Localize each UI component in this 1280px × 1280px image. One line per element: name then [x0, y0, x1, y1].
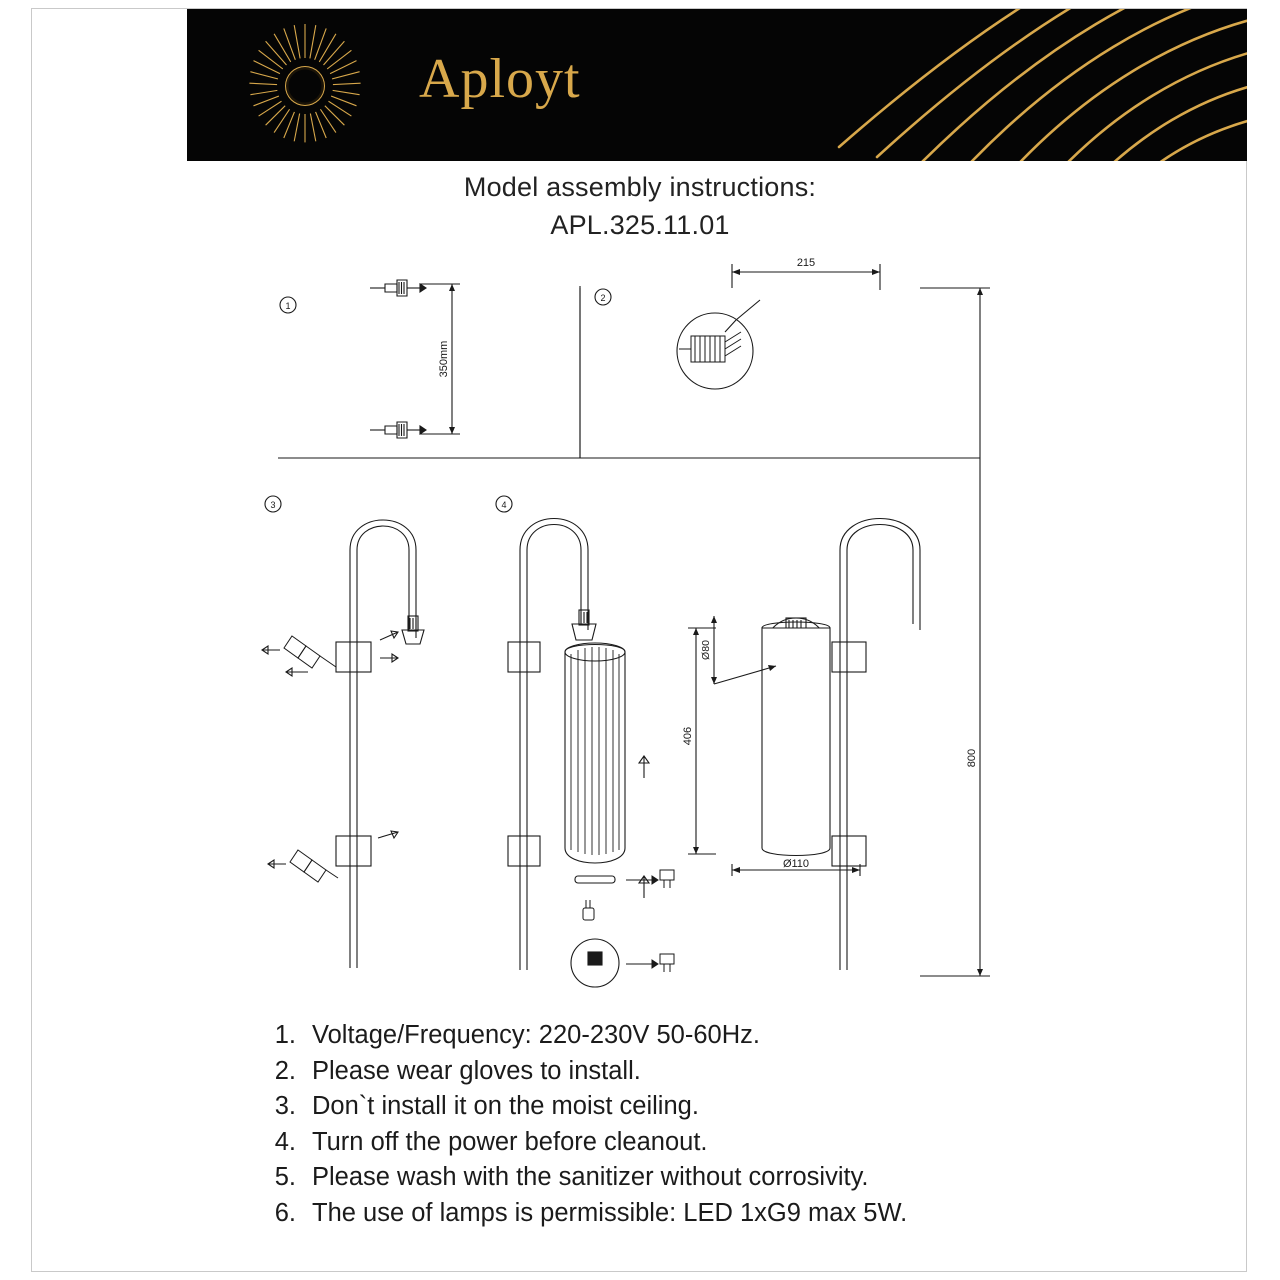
note-number: 5. [274, 1163, 296, 1191]
note-text: Turn off the power before cleanout. [312, 1127, 708, 1156]
note-number: 3. [274, 1092, 296, 1120]
svg-text:4: 4 [501, 500, 507, 510]
page-title [0, 172, 1280, 241]
brand-banner [187, 9, 1247, 161]
svg-text:2: 2 [600, 293, 606, 303]
model-code: APL.325.11.01 [550, 210, 730, 240]
assembly-diagram [220, 258, 1040, 998]
svg-text:1: 1 [285, 301, 291, 311]
svg-text:3: 3 [270, 500, 276, 510]
instructions-heading: Model assembly instructions: [463, 172, 817, 202]
dimension-shade-diameter: Ø110 [782, 858, 810, 870]
dimension-800: 800 [966, 748, 978, 768]
note-number: 2. [274, 1056, 296, 1085]
note-text: Please wear gloves to install. [312, 1056, 641, 1085]
dimension-350mm: 350mm [438, 340, 450, 378]
note-item [250, 1054, 1070, 1090]
note-text: Voltage/Frequency: 220-230V 50-60Hz. [312, 1021, 760, 1049]
note-text: Please wash with the sanitizer without corrosivity. [312, 1163, 869, 1191]
dimension-406: 406 [682, 726, 694, 746]
note-number: 4. [274, 1127, 296, 1156]
dimension-globe-diameter: Ø80 [700, 640, 712, 660]
sunburst-logo-icon [240, 21, 370, 151]
note-text: Don`t install it on the moist ceiling. [312, 1092, 699, 1120]
note-item [250, 1125, 1070, 1161]
safety-notes-list [250, 1018, 1070, 1231]
note-number: 1. [274, 1021, 296, 1049]
note-item [250, 1018, 1070, 1054]
brand-wordmark: Aployt [419, 48, 581, 110]
fan-rays-decoration-icon [767, 9, 1247, 161]
note-text: The use of lamps is permissible: LED 1xG9 max 5W. [312, 1198, 908, 1227]
note-number: 6. [274, 1198, 296, 1227]
note-item [250, 1089, 1070, 1125]
dimension-215: 215 [796, 258, 816, 269]
note-item [250, 1196, 1070, 1232]
note-item [250, 1160, 1070, 1196]
